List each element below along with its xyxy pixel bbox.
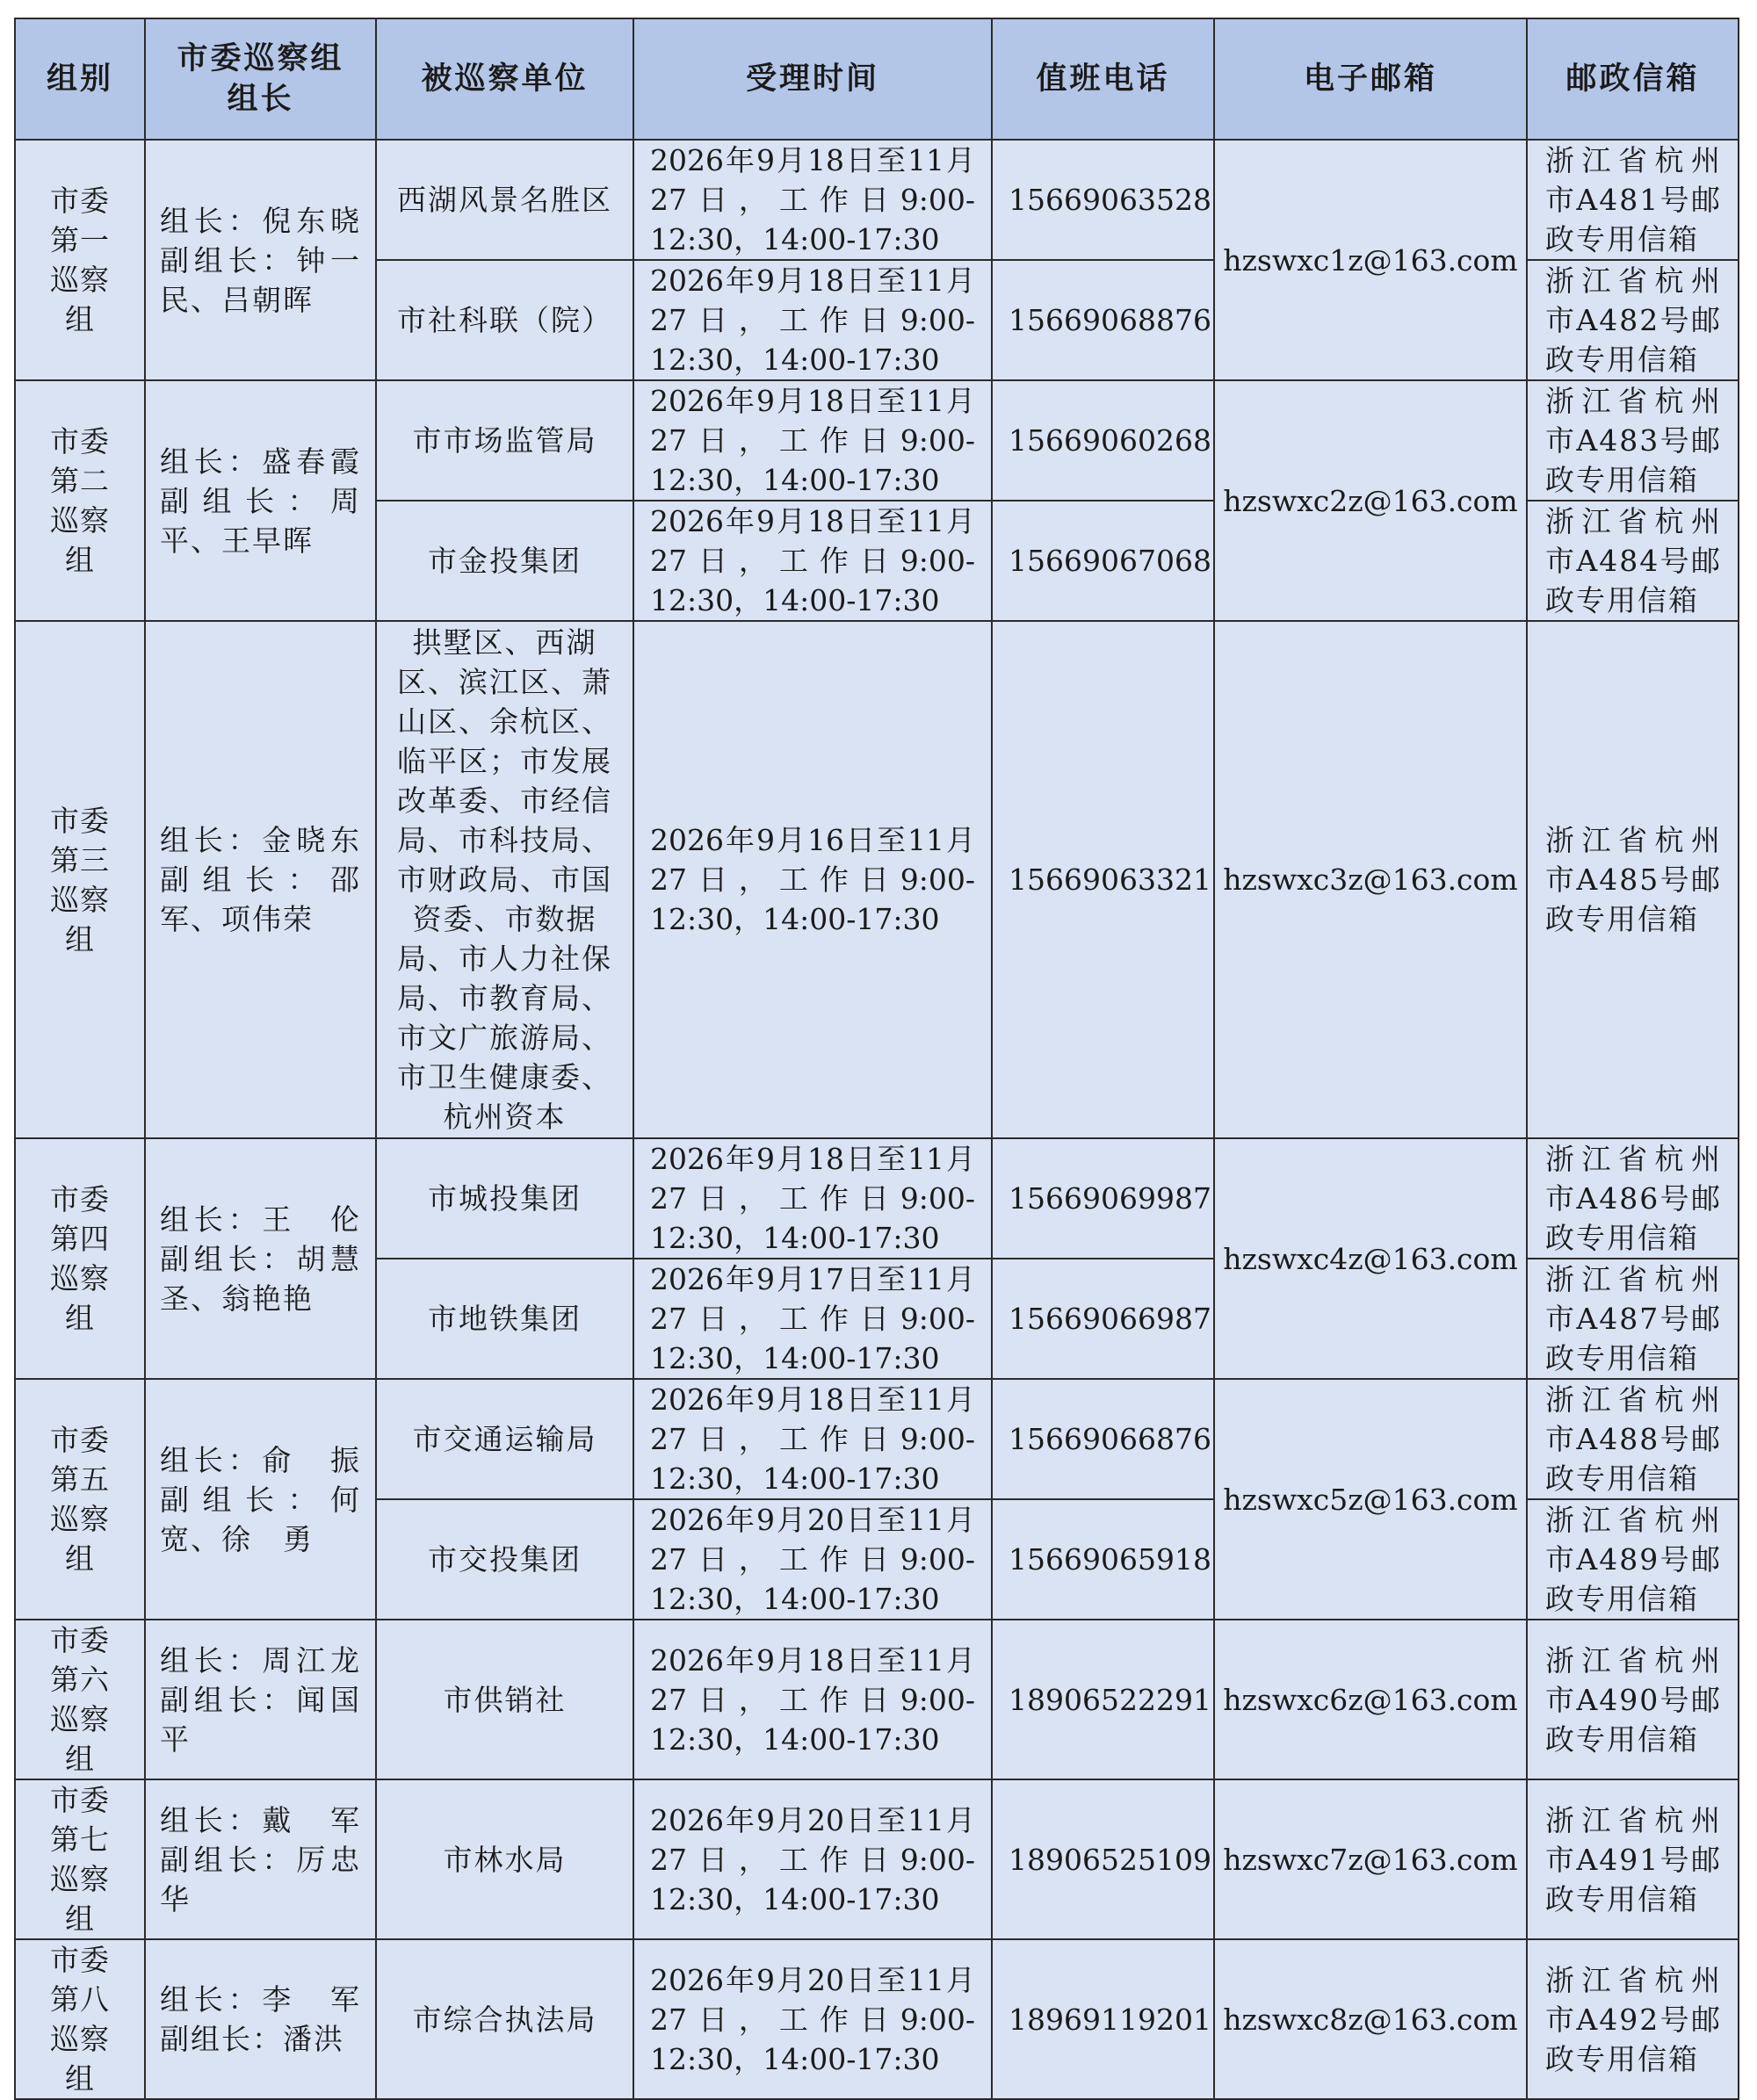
group-name: 市委第六巡察组 — [15, 1620, 145, 1779]
inspected-unit: 西湖风景名胜区 — [376, 140, 633, 260]
email-address[interactable]: hzswxc7z@163.com — [1214, 1779, 1527, 1939]
postal-box: 浙江省杭州市A489号邮政专用信箱 — [1527, 1499, 1739, 1620]
inspected-unit: 市交投集团 — [376, 1499, 633, 1620]
inspected-unit: 市交通运输局 — [376, 1379, 633, 1499]
acceptance-time: 2026年9月20日至11月27日，工作日9:00-12:30，14:00-17:30 — [633, 1499, 992, 1620]
inspected-unit: 市市场监管局 — [376, 380, 633, 501]
group-name: 市委第七巡察组 — [15, 1779, 145, 1939]
inspected-unit: 市综合执法局 — [376, 1939, 633, 2099]
duty-phone: 15669063528 — [992, 140, 1214, 260]
acceptance-time: 2026年9月18日至11月27日，工作日9:00-12:30，14:00-17:30 — [633, 1379, 992, 1499]
duty-phone: 15669068876 — [992, 260, 1214, 380]
postal-box: 浙江省杭州市A491号邮政专用信箱 — [1527, 1779, 1739, 1939]
duty-phone: 18969119201 — [992, 1939, 1214, 2099]
group-name: 市委第四巡察组 — [15, 1138, 145, 1379]
header-row — [15, 18, 1739, 140]
group-name: 市委第五巡察组 — [15, 1379, 145, 1620]
header-phone: 值班电话 — [992, 18, 1214, 140]
group-leaders: 组长：俞 振 副组长：何宽、徐 勇 — [145, 1379, 376, 1620]
group-leaders: 组长：戴 军 副组长：厉忠华 — [145, 1779, 376, 1939]
email-address[interactable]: hzswxc3z@163.com — [1214, 621, 1527, 1138]
group-name: 市委第八巡察组 — [15, 1939, 145, 2099]
duty-phone: 15669063321 — [992, 621, 1214, 1138]
group-leaders: 组长：金晓东 副组长：邵军、项伟荣 — [145, 621, 376, 1138]
postal-box: 浙江省杭州市A488号邮政专用信箱 — [1527, 1379, 1739, 1499]
acceptance-time: 2026年9月20日至11月27日，工作日9:00-12:30，14:00-17:30 — [633, 1939, 992, 2099]
table-row — [15, 1779, 1739, 1939]
duty-phone: 15669065918 — [992, 1499, 1214, 1620]
email-address[interactable]: hzswxc1z@163.com — [1214, 140, 1527, 380]
inspected-unit: 拱墅区、西湖区、滨江区、萧山区、余杭区、临平区；市发展改革委、市经信局、市科技局、市财政局、市国资委、市数据局、市人力社保局、市教育局、市文广旅游局、市卫生健康委、杭州资本 — [376, 621, 633, 1138]
table-row — [15, 1379, 1739, 1499]
table-row — [15, 1620, 1739, 1779]
duty-phone: 18906522291 — [992, 1620, 1214, 1779]
table-row — [15, 380, 1739, 501]
inspection-contact-table — [14, 18, 1739, 2100]
email-address[interactable]: hzswxc8z@163.com — [1214, 1939, 1527, 2099]
postal-box: 浙江省杭州市A484号邮政专用信箱 — [1527, 501, 1739, 621]
header-unit: 被巡察单位 — [376, 18, 633, 140]
duty-phone: 15669066987 — [992, 1259, 1214, 1379]
duty-phone: 15669069987 — [992, 1138, 1214, 1259]
acceptance-time: 2026年9月20日至11月27日，工作日9:00-12:30，14:00-17:30 — [633, 1779, 992, 1939]
acceptance-time: 2026年9月16日至11月27日，工作日9:00-12:30，14:00-17:30 — [633, 621, 992, 1138]
postal-box: 浙江省杭州市A487号邮政专用信箱 — [1527, 1259, 1739, 1379]
header-leader: 市委巡察组组长 — [145, 18, 376, 140]
inspected-unit: 市城投集团 — [376, 1138, 633, 1259]
group-leaders: 组长：周江龙 副组长：闻国平 — [145, 1620, 376, 1779]
table-row — [15, 621, 1739, 1138]
inspected-unit: 市林水局 — [376, 1779, 633, 1939]
inspected-unit: 市金投集团 — [376, 501, 633, 621]
group-name: 市委第三巡察组 — [15, 621, 145, 1138]
postal-box: 浙江省杭州市A492号邮政专用信箱 — [1527, 1939, 1739, 2099]
acceptance-time: 2026年9月18日至11月27日，工作日9:00-12:30，14:00-17:30 — [633, 1138, 992, 1259]
table-row — [15, 1138, 1739, 1259]
table-row — [15, 140, 1739, 260]
postal-box: 浙江省杭州市A482号邮政专用信箱 — [1527, 260, 1739, 380]
email-address[interactable]: hzswxc6z@163.com — [1214, 1620, 1527, 1779]
acceptance-time: 2026年9月17日至11月27日，工作日9:00-12:30，14:00-17:30 — [633, 1259, 992, 1379]
group-leaders: 组长：王 伦 副组长：胡慧圣、翁艳艳 — [145, 1138, 376, 1379]
postal-box: 浙江省杭州市A486号邮政专用信箱 — [1527, 1138, 1739, 1259]
header-time: 受理时间 — [633, 18, 992, 140]
group-leaders: 组长：盛春霞 副组长：周平、王早晖 — [145, 380, 376, 621]
table-row — [15, 1939, 1739, 2099]
inspected-unit: 市社科联（院） — [376, 260, 633, 380]
email-address[interactable]: hzswxc5z@163.com — [1214, 1379, 1527, 1620]
postal-box: 浙江省杭州市A485号邮政专用信箱 — [1527, 621, 1739, 1138]
inspected-unit: 市供销社 — [376, 1620, 633, 1779]
header-post: 邮政信箱 — [1527, 18, 1739, 140]
header-email: 电子邮箱 — [1214, 18, 1527, 140]
header-group: 组别 — [15, 18, 145, 140]
email-address[interactable]: hzswxc2z@163.com — [1214, 380, 1527, 621]
group-name: 市委第一巡察组 — [15, 140, 145, 380]
acceptance-time: 2026年9月18日至11月27日，工作日9:00-12:30，14:00-17:30 — [633, 380, 992, 501]
inspected-unit: 市地铁集团 — [376, 1259, 633, 1379]
group-leaders: 组长：倪东晓 副组长：钟一民、吕朝晖 — [145, 140, 376, 380]
group-name: 市委第二巡察组 — [15, 380, 145, 621]
duty-phone: 15669060268 — [992, 380, 1214, 501]
duty-phone: 18906525109 — [992, 1779, 1214, 1939]
duty-phone: 15669067068 — [992, 501, 1214, 621]
acceptance-time: 2026年9月18日至11月27日，工作日9:00-12:30，14:00-17:30 — [633, 501, 992, 621]
duty-phone: 15669066876 — [992, 1379, 1214, 1499]
acceptance-time: 2026年9月18日至11月27日，工作日9:00-12:30，14:00-17:30 — [633, 260, 992, 380]
acceptance-time: 2026年9月18日至11月27日，工作日9:00-12:30，14:00-17:30 — [633, 1620, 992, 1779]
postal-box: 浙江省杭州市A481号邮政专用信箱 — [1527, 140, 1739, 260]
acceptance-time: 2026年9月18日至11月27日，工作日9:00-12:30，14:00-17:30 — [633, 140, 992, 260]
group-leaders: 组长：李 军 副组长：潘洪 — [145, 1939, 376, 2099]
postal-box: 浙江省杭州市A483号邮政专用信箱 — [1527, 380, 1739, 501]
email-address[interactable]: hzswxc4z@163.com — [1214, 1138, 1527, 1379]
postal-box: 浙江省杭州市A490号邮政专用信箱 — [1527, 1620, 1739, 1779]
